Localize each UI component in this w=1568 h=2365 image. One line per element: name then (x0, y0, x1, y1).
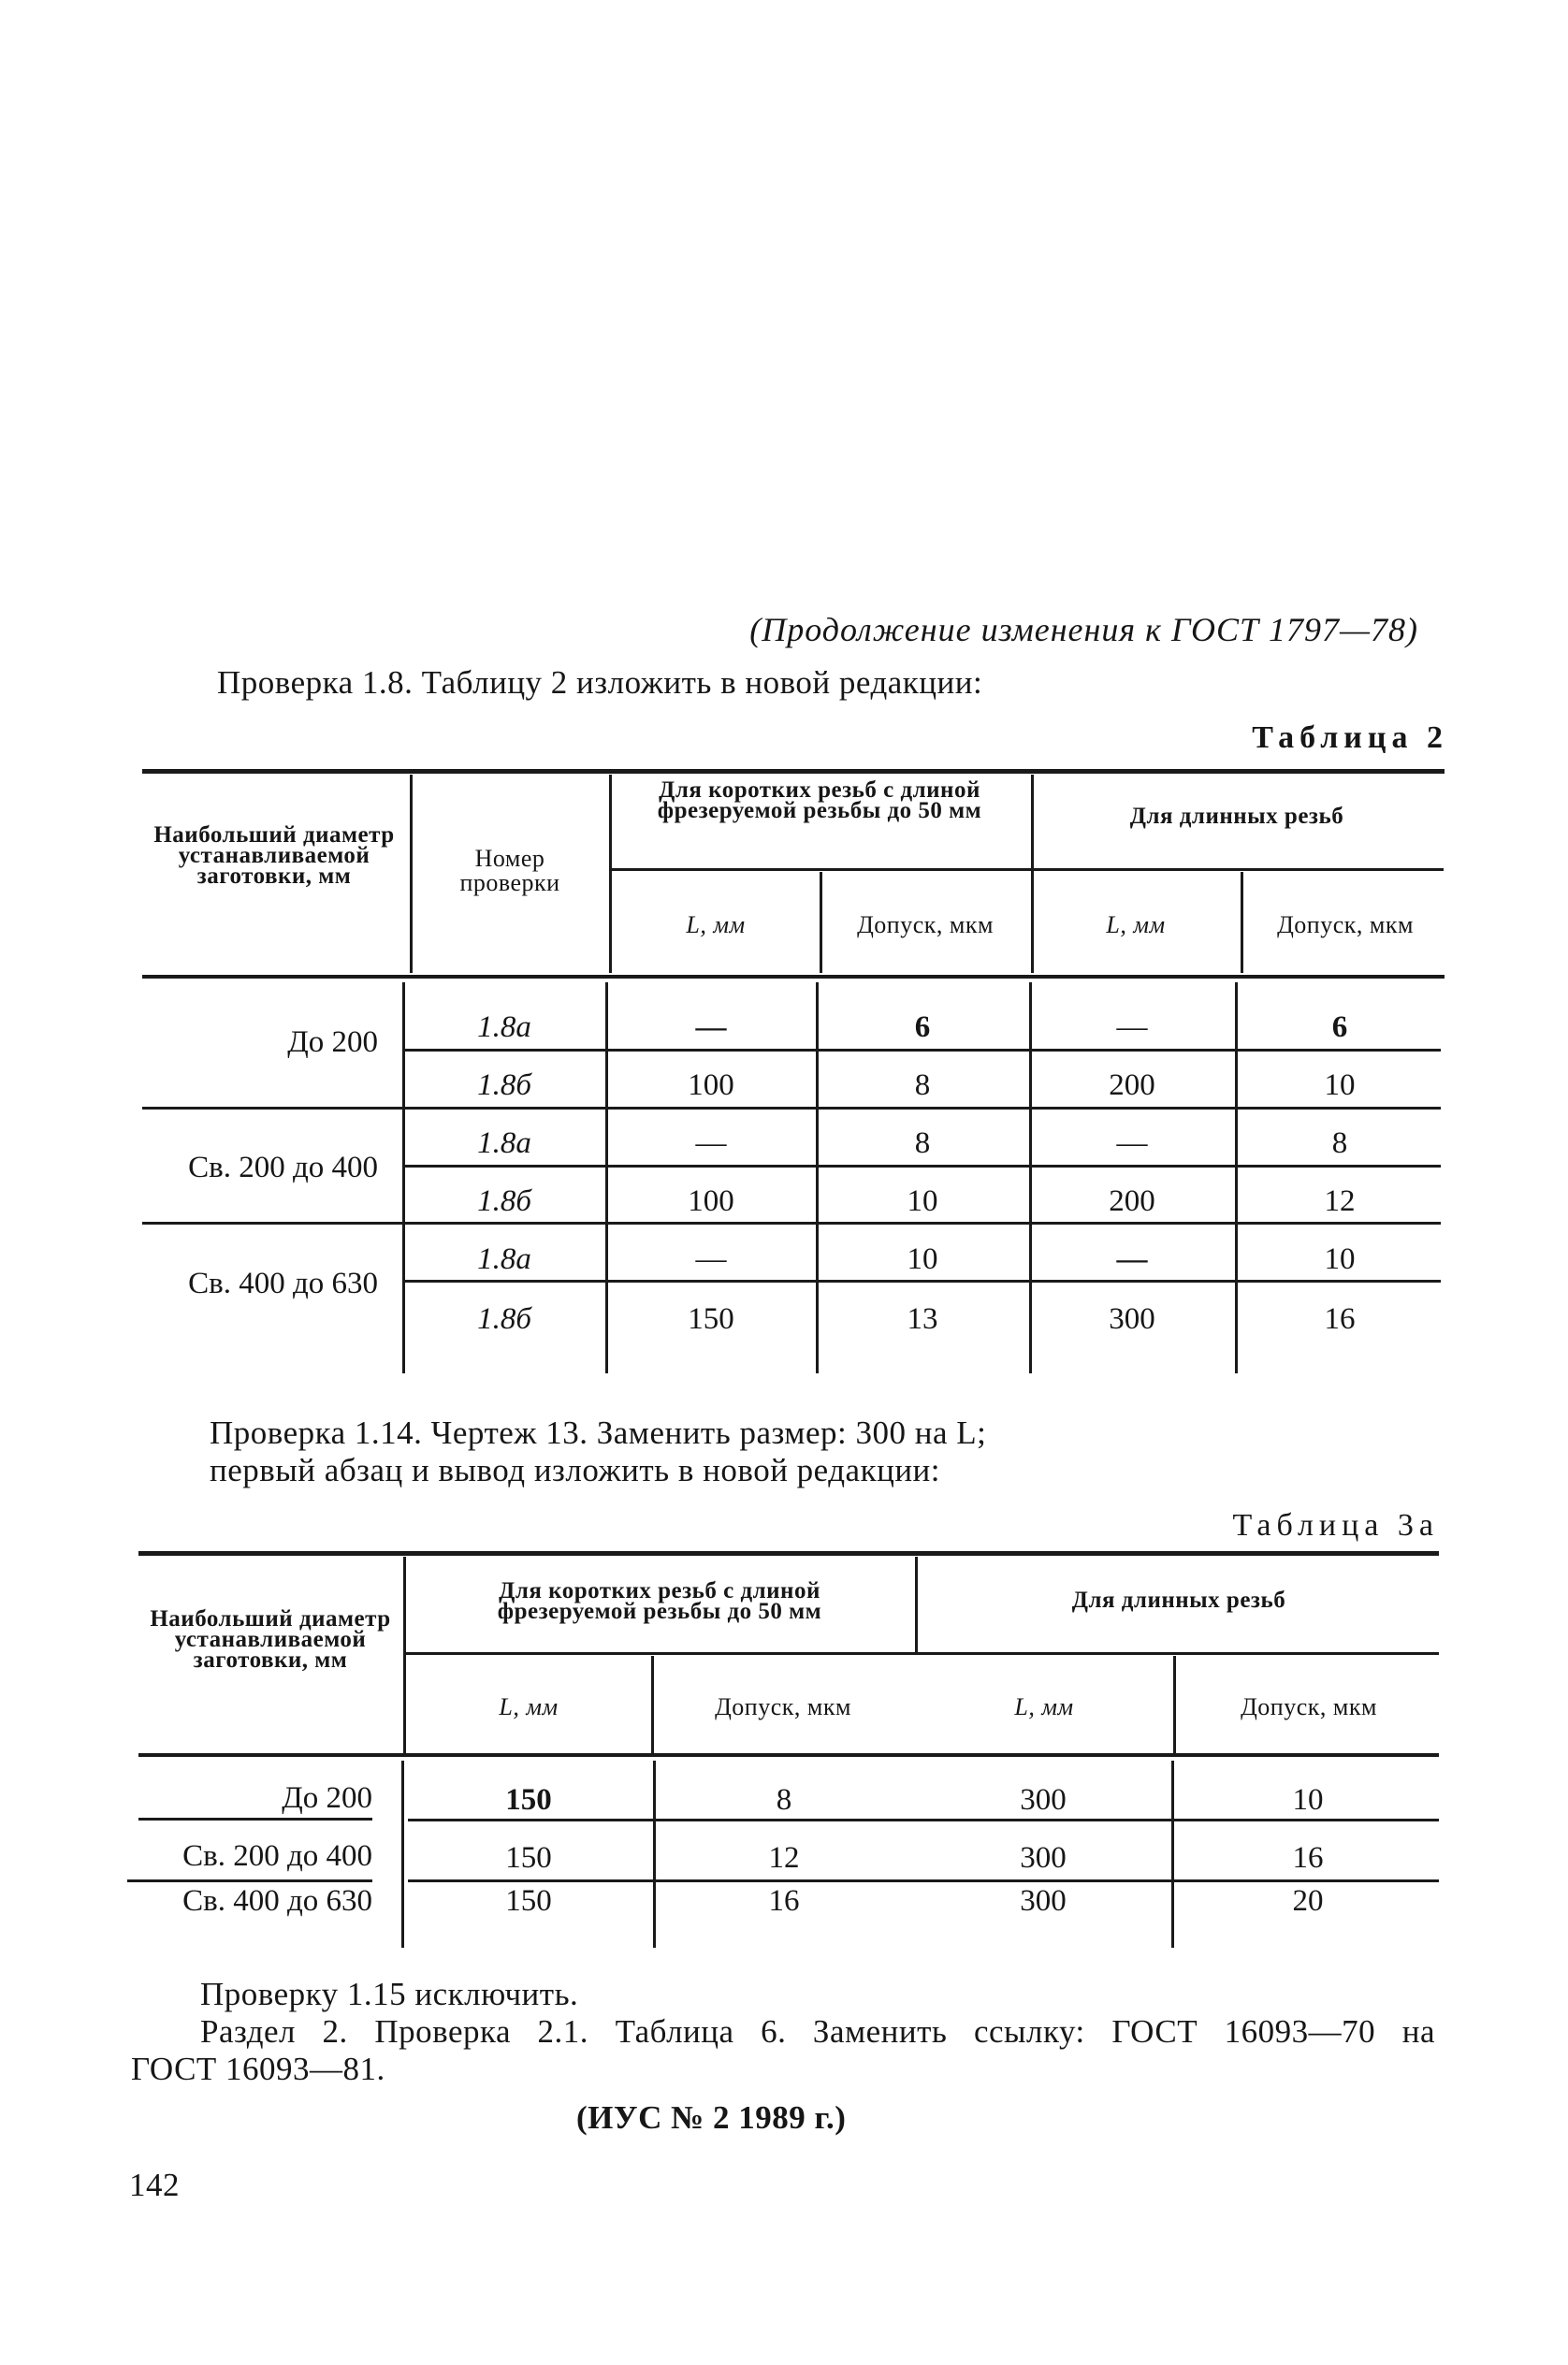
table3a-cell-tol-long: 20 (1292, 1884, 1324, 1918)
paragraph-check-1-8: Проверка 1.8. Таблицу 2 изложить в новой редакции: (217, 664, 983, 701)
table2-cell-check: 1.8а (477, 1126, 531, 1160)
continuation-header: (Продолжение изменения к ГОСТ 1797—78) (749, 611, 1418, 648)
source-reference: (ИУС № 2 1989 г.) (576, 2099, 847, 2136)
table2-group-label: До 200 (287, 1025, 378, 1059)
table2-cell-tol-long: 10 (1324, 1068, 1356, 1102)
table2-cell-tol-long: 10 (1324, 1242, 1356, 1276)
table2-cell-L-short: 150 (688, 1302, 734, 1336)
table2-caption: Таблица 2 (1252, 720, 1448, 755)
table2-cell-L-long: 300 (1109, 1302, 1155, 1336)
table3a-col-diameter: Наибольший диаметр устанавливаемой заготовки, мм (150, 1606, 391, 1673)
table2-cell-tol-short: 10 (907, 1242, 938, 1276)
table2-cell-tol-long: 12 (1324, 1184, 1356, 1218)
table2-group-label: Св. 200 до 400 (188, 1151, 378, 1184)
table2-cell-tol-long: 8 (1331, 1126, 1348, 1160)
table3a-cell-diameter: Св. 400 до 630 (182, 1884, 372, 1918)
table3a-cell-tol-short: 12 (768, 1841, 800, 1875)
table3a-cell-tol-long: 10 (1292, 1783, 1324, 1817)
table3a-cell-diameter: До 200 (282, 1781, 372, 1815)
table2-cell-tol-short: 6 (914, 1010, 931, 1044)
table3a-sub-tol-long: Допуск, мкм (1241, 1693, 1377, 1720)
table2-group-label: Св. 400 до 630 (188, 1267, 378, 1300)
table2-cell-L-short: — (695, 1126, 727, 1160)
paragraph-section-2-cont: ГОСТ 16093—81. (131, 2051, 385, 2087)
page-number: 142 (129, 2167, 180, 2203)
table2-cell-check: 1.8б (477, 1184, 531, 1218)
table3a-cell-tol-short: 8 (776, 1783, 792, 1817)
table2-cell-check: 1.8а (477, 1242, 531, 1276)
table3a-cell-L-short: 150 (505, 1884, 552, 1918)
table2-sub-L-long: L, мм (1106, 911, 1166, 938)
table3a-cell-L-short: 150 (505, 1841, 552, 1875)
table2-cell-L-short: 100 (688, 1184, 734, 1218)
table2-col-diameter: Наибольший диаметр устанавливаемой заготовки, мм (153, 822, 395, 889)
paragraph-section-2: Раздел 2. Проверка 2.1. Таблица 6. Заменить ссылку: ГОСТ 16093—70 на (200, 2013, 1435, 2050)
table3a-sub-L-short: L, мм (499, 1693, 559, 1720)
table2-col-check: Номер проверки (459, 845, 560, 896)
table2-cell-L-long: — (1116, 1126, 1148, 1160)
paragraph-check-1-14-cont: первый абзац и вывод изложить в новой редакции: (210, 1452, 941, 1488)
table2-cell-L-long: — (1116, 1010, 1148, 1044)
table2-cell-L-long: — (1116, 1242, 1148, 1276)
table2-cell-L-short: 100 (688, 1068, 734, 1102)
table2-sub-tol-long: Допуск, мкм (1277, 911, 1414, 938)
table2-cell-L-short: — (695, 1242, 727, 1276)
table3a-cell-L-short: 150 (505, 1783, 552, 1817)
paragraph-check-1-15: Проверку 1.15 исключить. (200, 1976, 579, 2012)
table3a-cell-L-long: 300 (1020, 1841, 1067, 1875)
table2-cell-L-long: 200 (1109, 1184, 1155, 1218)
table2-cell-tol-short: 10 (907, 1184, 938, 1218)
table2-group-long: Для длинных резьб (1129, 804, 1344, 829)
table2-cell-check: 1.8б (477, 1302, 531, 1336)
table3a-cell-tol-short: 16 (768, 1884, 800, 1918)
table3a-cell-tol-long: 16 (1292, 1841, 1324, 1875)
table3a-cell-L-long: 300 (1020, 1884, 1067, 1918)
table3a-caption: Таблица 3а (1232, 1508, 1439, 1543)
table2-cell-tol-short: 13 (907, 1302, 938, 1336)
table2-sub-L-short: L, мм (686, 911, 746, 938)
table2-cell-tol-short: 8 (914, 1126, 931, 1160)
table2-cell-check: 1.8б (477, 1068, 531, 1102)
table3a-group-short: Для коротких резьб с длиной фрезеруемой резьбы до 50 мм (497, 1578, 822, 1624)
table2-group-short: Для коротких резьб с длиной фрезеруемой резьбы до 50 мм (657, 777, 982, 823)
table3a-group-long: Для длинных резьб (1071, 1588, 1286, 1613)
table2-cell-L-short: — (695, 1010, 727, 1044)
table2-cell-L-long: 200 (1109, 1068, 1155, 1102)
table2-cell-tol-long: 6 (1331, 1010, 1348, 1044)
table2-cell-check: 1.8а (477, 1010, 531, 1044)
table3a-sub-L-long: L, мм (1014, 1693, 1074, 1720)
table2-cell-tol-short: 8 (914, 1068, 931, 1102)
table3a-sub-tol-short: Допуск, мкм (715, 1693, 851, 1720)
table2-sub-tol-short: Допуск, мкм (857, 911, 994, 938)
table3a-cell-L-long: 300 (1020, 1783, 1067, 1817)
paragraph-check-1-14: Проверка 1.14. Чертеж 13. Заменить размер: 300 на L; (210, 1415, 987, 1451)
table3a-cell-diameter: Св. 200 до 400 (182, 1839, 372, 1873)
table2-cell-tol-long: 16 (1324, 1302, 1356, 1336)
